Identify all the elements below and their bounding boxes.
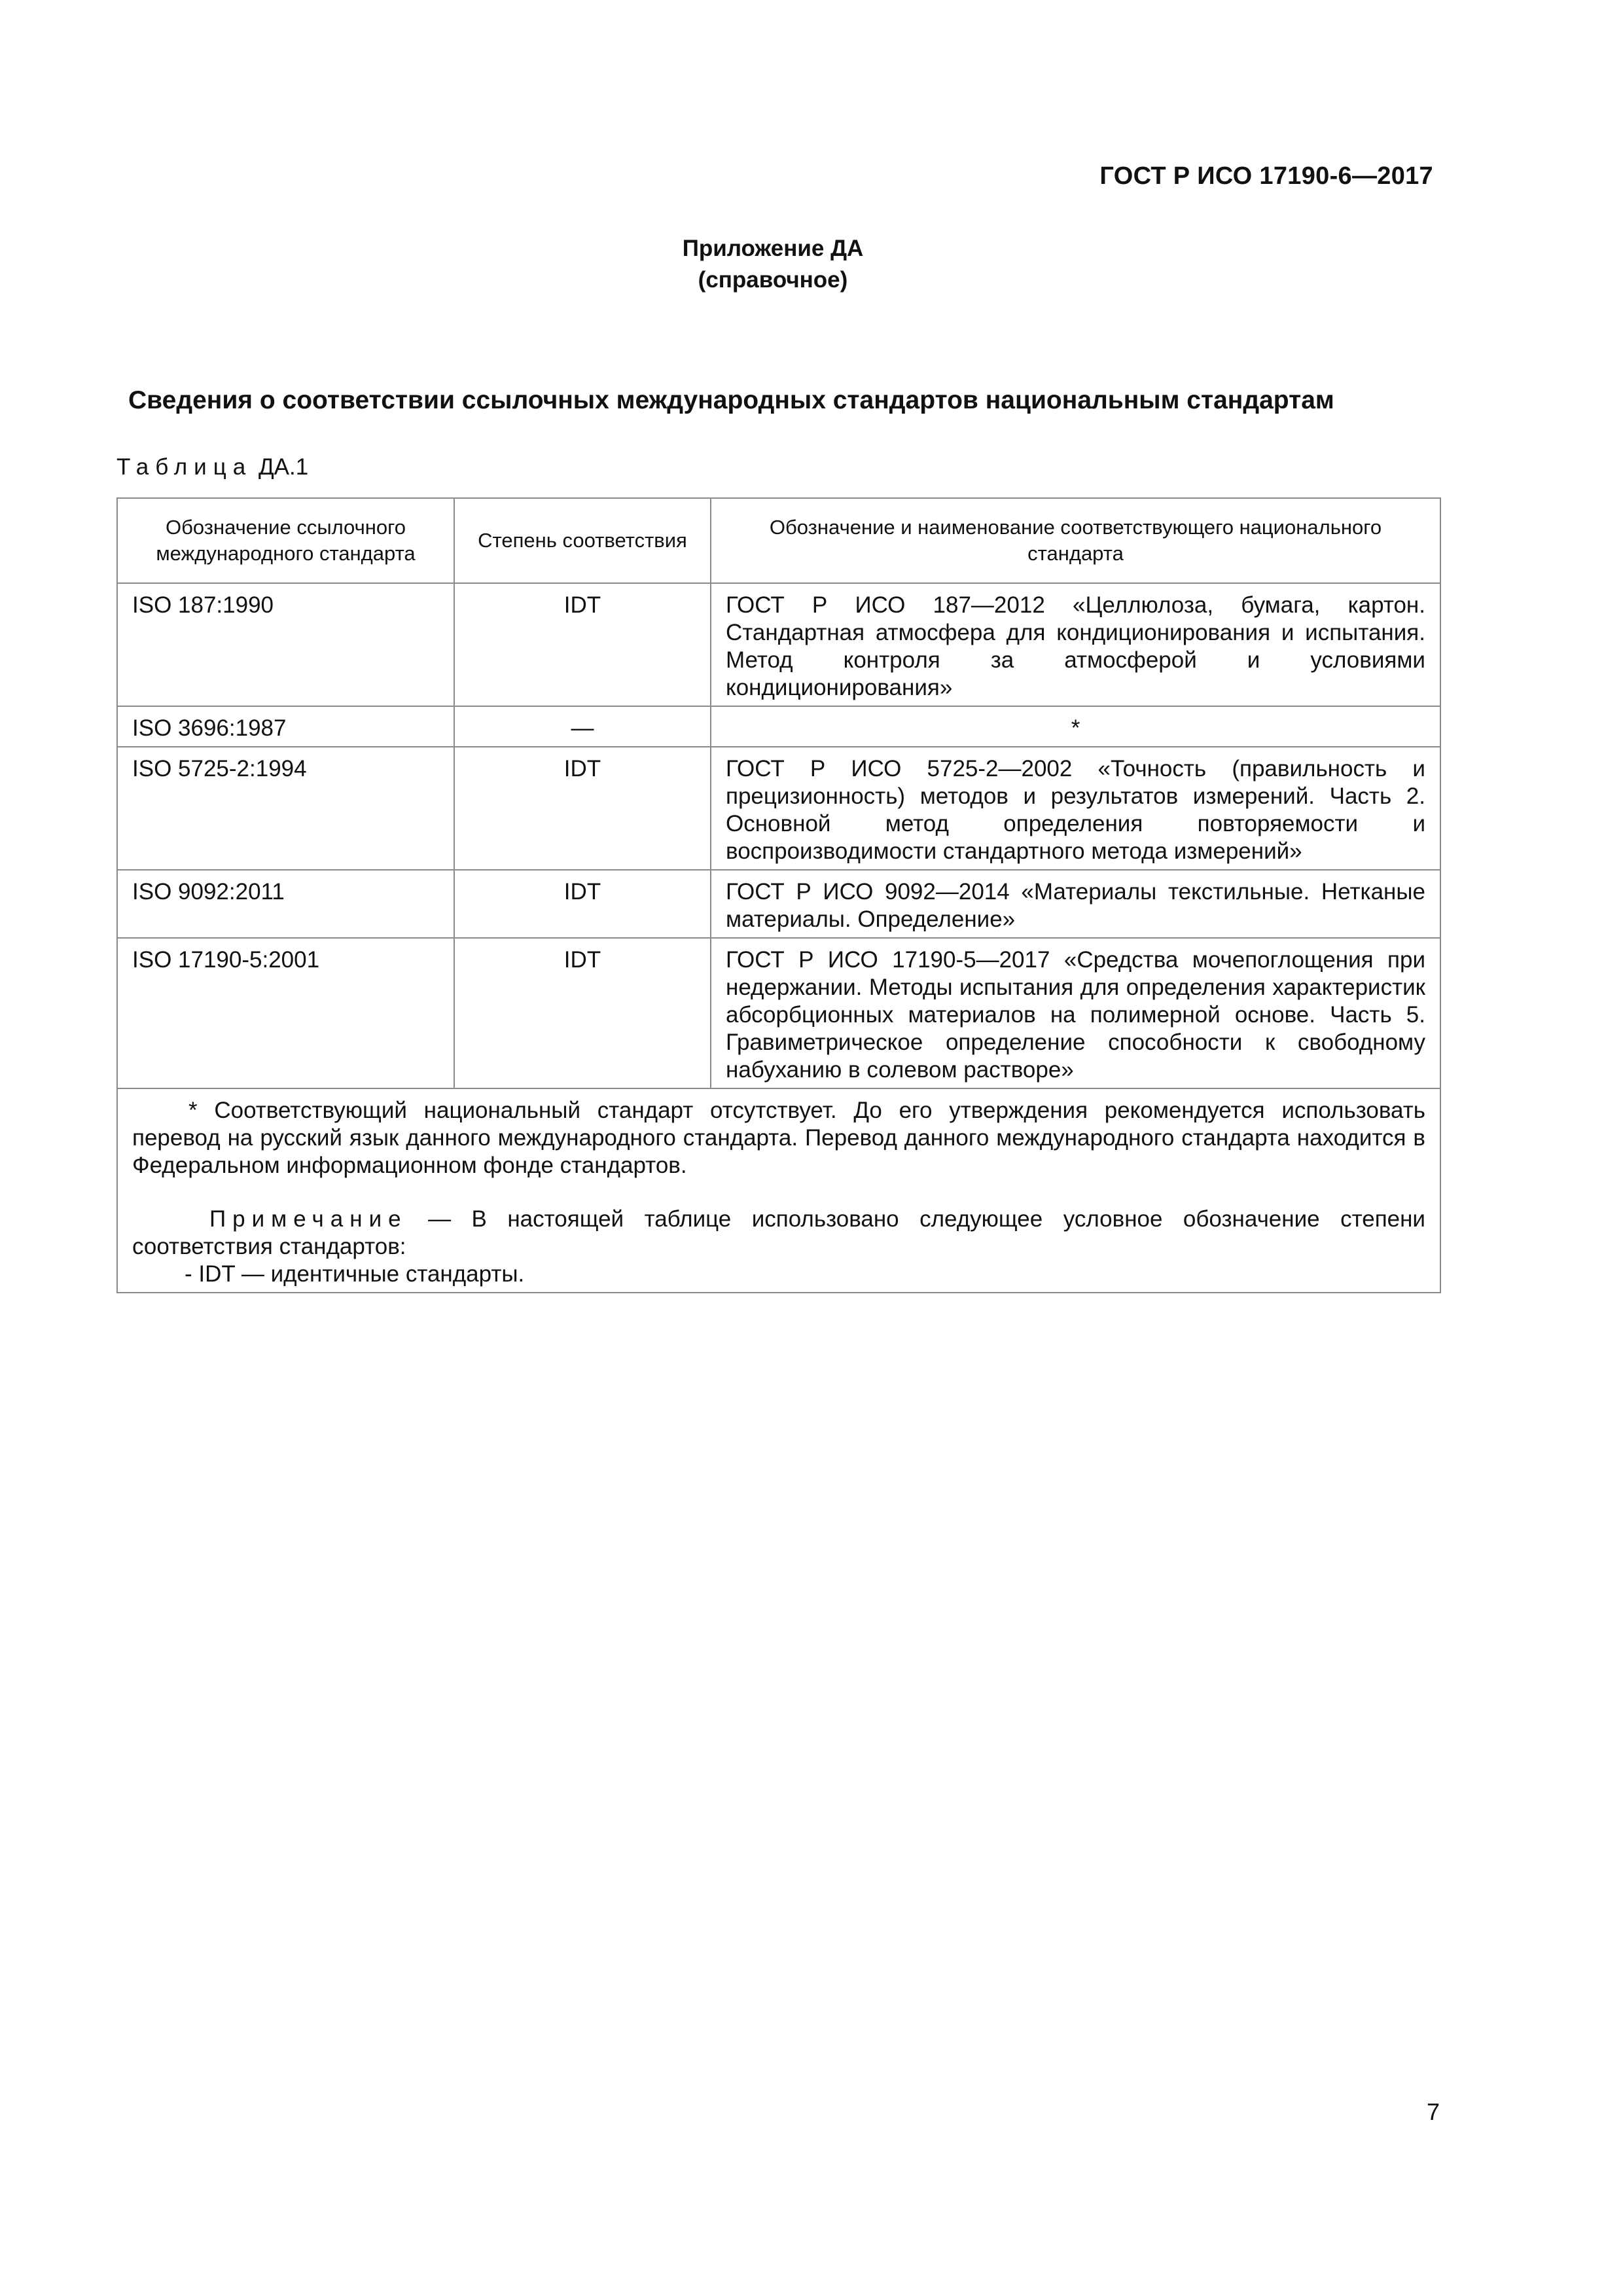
- table-label: [116, 454, 308, 480]
- table-row: [117, 706, 1440, 747]
- cell-national-standard: ГОСТ Р ИСО 9092—2014 «Материалы текстильные. Нетканые материалы. Определение»: [711, 870, 1440, 938]
- cell-degree: IDT: [454, 870, 711, 938]
- table-footer-row: [117, 1088, 1440, 1293]
- column-header-degree: Степень соответствия: [454, 498, 711, 583]
- table-row: [117, 870, 1440, 938]
- correspondence-table: [116, 497, 1441, 1293]
- cell-degree: IDT: [454, 583, 711, 706]
- table-footer: [117, 1088, 1440, 1293]
- appendix-subtitle: (справочное): [698, 267, 848, 293]
- cell-national-standard: ГОСТ Р ИСО 17190-5—2017 «Средства мочепоглощения при недержании. Методы испытания для определения характеристик абсорбционных материалов на полимерной основе. Часть 5. Гравиметрическое определение способности к свободному набуханию в солевом растворе»: [711, 938, 1440, 1088]
- cell-national-standard: ГОСТ Р ИСО 187—2012 «Целлюлоза, бумага, картон. Стандартная атмосфера для кондиционирования и испытания. Метод контроля за атмосферой и условиями кондиционирования»: [711, 583, 1440, 706]
- note: [132, 1206, 1425, 1288]
- cell-degree: IDT: [454, 747, 711, 870]
- cell-intl-standard: ISO 187:1990: [117, 583, 454, 706]
- appendix-title: Приложение ДА: [682, 236, 864, 261]
- note-label: Примечание: [209, 1206, 408, 1232]
- note-item: - IDT — идентичные стандарты.: [185, 1261, 525, 1287]
- appendix-heading: [0, 233, 1546, 296]
- cell-national-standard: *: [711, 706, 1440, 747]
- cell-intl-standard: ISO 17190-5:2001: [117, 938, 454, 1088]
- table-row: [117, 747, 1440, 870]
- cell-degree: —: [454, 706, 711, 747]
- cell-intl-standard: ISO 5725-2:1994: [117, 747, 454, 870]
- footnote: * Соответствующий национальный стандарт отсутствует. До его утверждения рекомендуется использовать перевод на русский язык данного международного стандарта. Перевод данного международного стандарта находится в Федеральном информационном фонде стандартов.: [132, 1098, 1425, 1178]
- document-code: ГОСТ Р ИСО 17190-6—2017: [1099, 162, 1433, 190]
- table-header-row: [117, 498, 1440, 583]
- page-number: 7: [1426, 2098, 1440, 2125]
- cell-intl-standard: ISO 9092:2011: [117, 870, 454, 938]
- table-label-word: Таблица: [116, 454, 253, 480]
- cell-intl-standard: ISO 3696:1987: [117, 706, 454, 747]
- table-label-id: ДА.1: [258, 454, 309, 480]
- note-text: — В настоящей таблице использовано следующее условное обозначение степени соответствия стандартов:: [132, 1206, 1425, 1259]
- section-title: Сведения о соответствии ссылочных международных стандартов национальным стандартам: [128, 386, 1334, 414]
- cell-national-standard: ГОСТ Р ИСО 5725-2—2002 «Точность (правильность и прецизионность) методов и результатов измерений. Часть 2. Основной метод определения повторяемости и воспроизводимости стандартного метода измерений»: [711, 747, 1440, 870]
- column-header-intl-standard: Обозначение ссылочного международного стандарта: [117, 498, 454, 583]
- table-row: [117, 583, 1440, 706]
- note-line: [132, 1206, 1425, 1261]
- table-row: [117, 938, 1440, 1088]
- cell-degree: IDT: [454, 938, 711, 1088]
- column-header-national-standard: Обозначение и наименование соответствующего национального стандарта: [711, 498, 1440, 583]
